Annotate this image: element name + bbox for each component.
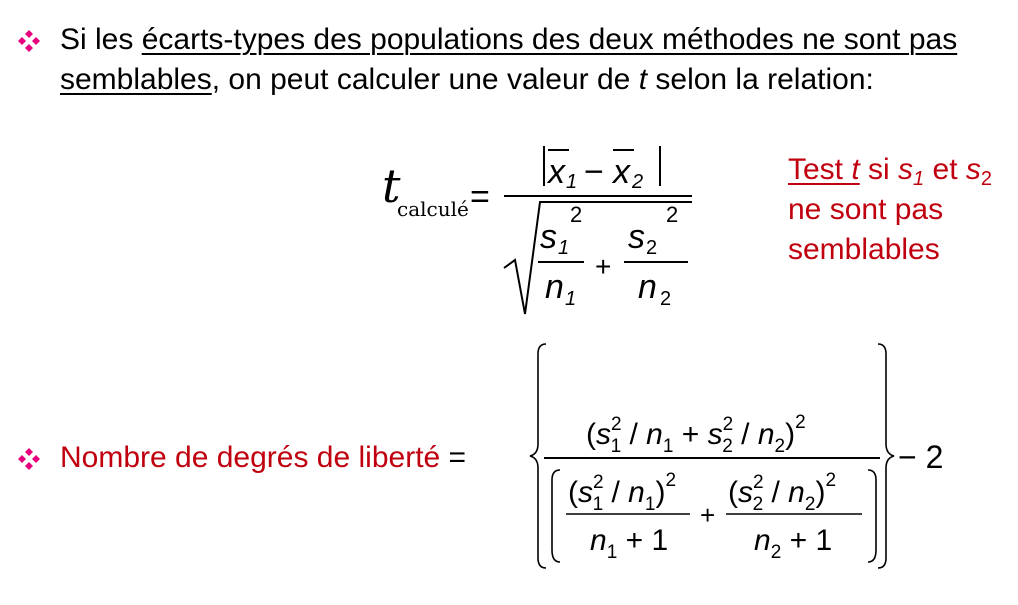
x1-subscript: 1 [566, 171, 578, 193]
dof-equals: = [440, 441, 467, 474]
num-n2: n [757, 418, 775, 451]
num-lparen: ( [586, 418, 596, 451]
note-sub1: 1 [913, 168, 925, 190]
intro-text-start: Si les [60, 23, 142, 56]
num-n2-sub: 2 [774, 436, 786, 457]
s2-subscript: 2 [646, 237, 658, 259]
dof-numerator [586, 412, 806, 457]
t1-slash: / [603, 476, 629, 509]
s2-exponent: 2 [666, 202, 679, 227]
t2-s-sup: 2 [753, 472, 764, 493]
num-s2-sup: 2 [722, 414, 734, 435]
t2-den-sub: 2 [770, 542, 782, 563]
dof-label-text: Nombre de degrés de liberté [60, 441, 441, 474]
num-n1: n [646, 418, 663, 451]
note-si: si [859, 153, 899, 186]
t2-den-n: n [754, 524, 771, 557]
num-plus: + [673, 418, 708, 451]
intro-t-variable: t [638, 63, 648, 96]
unequal-variances-note [788, 150, 1018, 270]
t2-den-plus: + 1 [781, 524, 833, 557]
t2-n: n [788, 476, 805, 509]
t1-n: n [628, 476, 645, 509]
t1-den-n: n [590, 524, 607, 557]
n1-denominator: n [545, 268, 564, 306]
t-symbol: t [382, 159, 401, 213]
num-slash2: / [732, 418, 758, 451]
t2-slash: / [763, 476, 789, 509]
t-calcule-formula [370, 138, 710, 323]
num-s1: s [596, 418, 611, 451]
note-et: et [924, 153, 966, 186]
note-s1: s [898, 153, 914, 186]
x2-mean: x [613, 153, 630, 191]
test-t: t [851, 153, 860, 186]
note-rest: ne sont pas semblables [788, 193, 944, 266]
t-subscript-calcule: calculé [397, 197, 469, 221]
t2-exponent: 2 [825, 470, 837, 491]
note-s2: s [965, 153, 981, 186]
dof-denominator-plus: + [700, 500, 716, 530]
s2-variance-term: s [628, 218, 645, 256]
x2-subscript: 2 [632, 171, 644, 193]
t2-n-sub: 2 [804, 494, 816, 515]
s1-subscript: 1 [558, 237, 570, 259]
difference-minus: − [584, 153, 604, 191]
num-s2: s [707, 418, 723, 451]
num-s1-sup: 2 [611, 414, 622, 435]
num-exponent: 2 [795, 412, 806, 433]
t1-s: s [578, 476, 593, 509]
num-slash1: / [621, 418, 647, 451]
dof-term2-denominator [754, 524, 832, 563]
n2-subscript: 2 [660, 288, 672, 310]
t1-exponent: 2 [665, 470, 677, 491]
t1-s-sub: 1 [592, 494, 604, 515]
note-sub2: 2 [980, 168, 992, 190]
s1-exponent: 2 [570, 202, 583, 227]
diamond-bullet-icon [16, 28, 42, 54]
t2-s-sub: 2 [752, 494, 764, 515]
t1-lparen: ( [568, 476, 578, 509]
test-t-link-text [788, 153, 860, 186]
intro-text-end: selon la relation: [647, 63, 874, 96]
num-s1-sub: 1 [610, 436, 622, 457]
t-equals: = [470, 178, 490, 216]
t1-s-sup: 2 [593, 472, 604, 493]
s1-variance-term: s [540, 218, 557, 256]
dof-minus-two: − 2 [898, 439, 944, 475]
diamond-bullet-icon [16, 446, 42, 472]
num-rparen: ) [785, 418, 796, 451]
intro-underlined-condition: écarts-types des populations des deux méthodes ne sont pas semblables [60, 23, 958, 96]
t2-lparen: ( [728, 476, 738, 509]
n1-subscript: 1 [565, 288, 577, 310]
dof-term1-denominator [590, 524, 668, 563]
dof-term1-numerator [568, 470, 676, 515]
t1-den-sub: 1 [606, 542, 618, 563]
t2-s: s [738, 476, 753, 509]
t1-den-plus: + 1 [617, 524, 669, 557]
intro-text-middle: , on peut calculer une valeur de [211, 63, 639, 96]
t2-rparen: ) [815, 476, 826, 509]
degrees-of-freedom-formula [528, 340, 968, 572]
num-n1-sub: 1 [662, 436, 674, 457]
intro-paragraph [60, 20, 960, 100]
x1-mean: x [548, 153, 565, 191]
test-label: Test [788, 153, 852, 186]
degrees-of-freedom-label [60, 438, 466, 478]
num-s2-sub: 2 [722, 436, 733, 457]
dof-term2-numerator [728, 470, 836, 515]
t1-rparen: ) [655, 476, 666, 509]
t1-n-sub: 1 [644, 494, 656, 515]
n2-denominator: n [638, 268, 657, 306]
variance-plus: + [595, 251, 612, 282]
